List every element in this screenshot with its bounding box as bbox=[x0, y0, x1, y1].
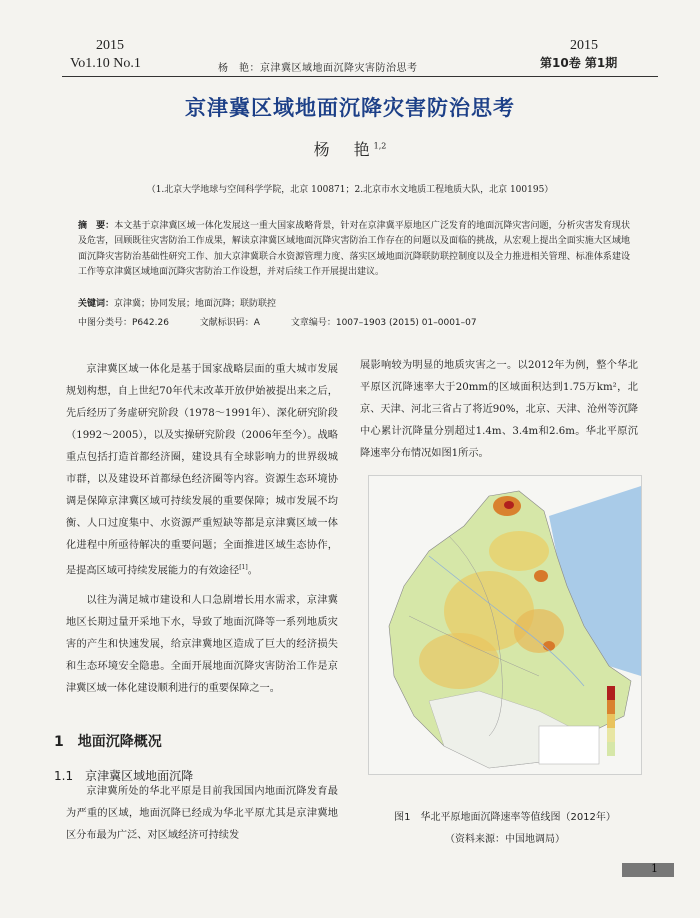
paragraph: 以往为满足城市建设和人口急剧增长用水需求，京津冀地区长期过量开采地下水，导致了地面沉降等一系列地质灾害的产生和快速发展，给京津冀地区造成了巨大的经济损失和生态环境安全隐患。全面开展地面沉降灾害防治工作是京津冀区域一体化建设顺利进行的重要保障之一。 bbox=[66, 595, 338, 695]
map-graphic bbox=[369, 476, 641, 774]
figure-caption bbox=[360, 807, 650, 851]
paragraph: 展影响较为明显的地质灾害之一。以2012年为例，整个华北平原区沉降速率大于20mm的区域面积达到1.75万km²，北京、天津、河北三省占了将近90%，北京、天津、沧州等沉降中心累计沉降量分别超过1.4m、3.4m和2.6m。华北平原沉降速率分布情况如图1所示。 bbox=[360, 360, 638, 459]
body-left-column bbox=[66, 359, 338, 700]
header-left-volume: Vo1.10 No.1 bbox=[70, 56, 141, 71]
legend-swatch bbox=[607, 686, 615, 700]
paragraph-text: 京津冀区域一体化是基于国家战略层面的重大城市发展规划构想，自上世纪70年代末改革开放伊始被提出来之后，先后经历了务虚研究阶段（1978～1991年）、深化研究阶段（1992～2005），以及实操研究阶段（2006年至今）。战略重点包括打造首都经济圈，建设具有全球影响力的世界级城市群，以及建设环首都绿色经济圈等内容。资源生态环境协调是保障京津冀区域可持续发展的重要保障；城市发展不均衡、人口过度集中、水资源严重短缺等都是京津冀区域一体化进程中所亟待解决的重要问题；全面推进区域生态协作，是提高区域可持续发展能力的有效途径 bbox=[66, 364, 338, 577]
abstract bbox=[78, 219, 630, 281]
tianjin-subsidence-center bbox=[534, 570, 548, 582]
abstract-label: 摘 要： bbox=[78, 221, 115, 231]
section-heading: 1 地面沉降概况 bbox=[54, 734, 162, 750]
keywords-label: 关键词： bbox=[78, 299, 115, 309]
keywords-text: 京津冀；协同发展；地面沉降；联防联控 bbox=[114, 299, 277, 309]
subsidence-zone bbox=[419, 633, 499, 689]
figure-caption-source: （资料来源：中国地调局） bbox=[445, 834, 565, 845]
classification-row bbox=[78, 315, 638, 328]
paper-title: 京津冀区域地面沉降灾害防治思考 bbox=[185, 96, 515, 120]
beijing-subsidence-core bbox=[504, 501, 514, 509]
header-left-year: 2015 bbox=[96, 38, 124, 53]
subsidence-zone bbox=[489, 531, 549, 571]
header-right-year: 2015 bbox=[570, 38, 598, 53]
keywords bbox=[78, 296, 630, 309]
header-rule bbox=[62, 76, 658, 77]
citation-ref: [1] bbox=[239, 564, 248, 571]
header-right-volume: 第10卷 第1期 bbox=[540, 56, 618, 70]
running-title: 杨 艳：京津冀区域地面沉降灾害防治思考 bbox=[218, 63, 418, 74]
subsidence-zone bbox=[514, 609, 564, 653]
legend-swatch bbox=[607, 700, 615, 714]
legend-swatch bbox=[607, 742, 615, 756]
clc-number: 中图分类号：P642.26 bbox=[78, 318, 169, 328]
body-left-column-lower bbox=[66, 781, 338, 847]
document-code: 文献标识码：A bbox=[199, 318, 260, 328]
abstract-text: 本文基于京津冀区域一体化发展这一重大国家战略背景，针对在京津冀平原地区广泛发育的地面沉降灾害问题，分析灾害发育现状及危害，回顾既往灾害防治工作成果，解读京津冀区域地面沉降灾害防治工作存在的问题以及面临的挑战，从宏观上提出全面实施大区域地面沉降灾害防治基础性研究工作、加大京津冀联合水资源管理力度、落实区域地面沉降联防联控制度以及全力推进相关管理、标准体系建设工作等京津冀区域地面沉降灾害防治工作设想，并对后续工作开展提出建议。 bbox=[78, 221, 630, 278]
legend-swatch bbox=[607, 714, 615, 728]
author bbox=[0, 137, 700, 160]
author-affil-sup: 1,2 bbox=[373, 141, 387, 151]
subsection-heading: 1.1 京津冀区域地面沉降 bbox=[54, 769, 194, 783]
paragraph bbox=[66, 359, 338, 582]
paragraph-end: 。 bbox=[247, 565, 258, 577]
article-number: 文章编号：1007–1903 (2015) 01–0001–07 bbox=[290, 318, 477, 328]
body-right-column bbox=[360, 355, 638, 465]
author-name: 杨 艳 bbox=[313, 140, 374, 159]
affiliation: （1.北京大学地球与空间科学学院，北京 100871；2.北京市水文地质工程地质大队，北京 100195） bbox=[146, 185, 554, 195]
map-legend bbox=[539, 726, 599, 764]
paragraph: 京津冀所处的华北平原是目前我国国内地面沉降发育最为严重的区域，地面沉降已经成为华北平原尤其是京津冀地区分布最为广泛、对区域经济可持续发 bbox=[66, 786, 338, 841]
legend-swatch bbox=[607, 728, 615, 742]
figure-caption-title: 图1 华北平原地面沉降速率等值线图（2012年） bbox=[394, 812, 616, 823]
subsidence-rate-map bbox=[368, 475, 642, 775]
cangzhou-subsidence-center bbox=[543, 641, 555, 651]
page-number: 1 bbox=[651, 862, 658, 875]
